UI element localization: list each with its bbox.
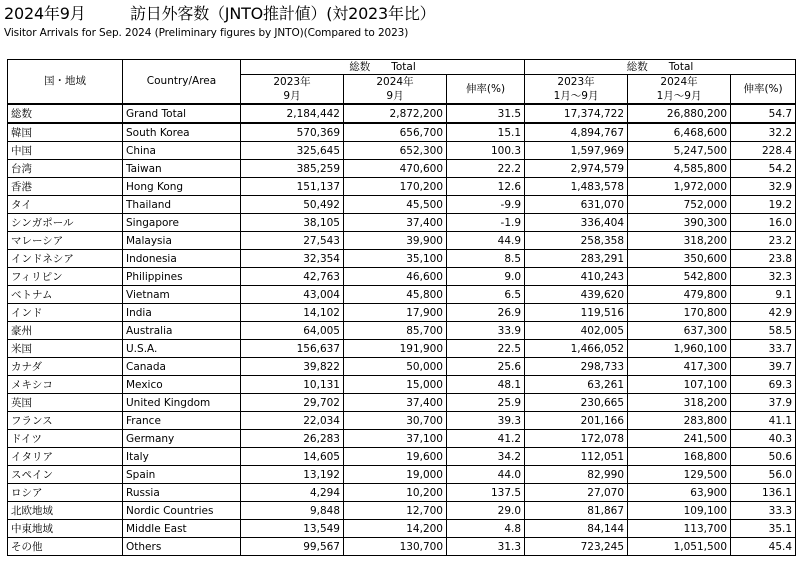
region-en-cell: Indonesia	[123, 250, 241, 268]
ytd-2023-cell: 112,051	[525, 448, 628, 466]
ytd-2023-cell: 2,974,579	[525, 160, 628, 178]
month-growth-cell: 31.5	[447, 104, 525, 123]
table-row	[8, 322, 796, 340]
month-2023-cell: 42,763	[241, 268, 344, 286]
month-growth-cell: 33.9	[447, 322, 525, 340]
ytd-growth-cell: 33.3	[731, 502, 796, 520]
ytd-2024-cell: 417,300	[628, 358, 731, 376]
header-ytd-total: 総数 Total	[525, 60, 796, 75]
month-growth-cell: 22.5	[447, 340, 525, 358]
ytd-growth-cell: 54.7	[731, 104, 796, 123]
month-2023-cell: 13,549	[241, 520, 344, 538]
month-2024-cell: 37,400	[344, 394, 447, 412]
title-date: 2024年9月	[4, 4, 86, 23]
ytd-2023-cell: 63,261	[525, 376, 628, 394]
month-2024-cell: 37,100	[344, 430, 447, 448]
ytd-2023-cell: 723,245	[525, 538, 628, 556]
month-2024-cell: 45,500	[344, 196, 447, 214]
region-en-cell: Grand Total	[123, 104, 241, 123]
region-en-cell: China	[123, 142, 241, 160]
ytd-2023-cell: 172,078	[525, 430, 628, 448]
title-main: 訪日外客数（JNTO推計値）(対2023年比）	[130, 4, 436, 23]
month-2023-cell: 151,137	[241, 178, 344, 196]
month-2024-cell: 19,600	[344, 448, 447, 466]
month-2024-cell: 470,600	[344, 160, 447, 178]
ytd-growth-cell: 9.1	[731, 286, 796, 304]
month-growth-cell: 137.5	[447, 484, 525, 502]
ytd-2023-cell: 283,291	[525, 250, 628, 268]
table-row	[8, 304, 796, 322]
month-2023-cell: 32,354	[241, 250, 344, 268]
ytd-2023-cell: 258,358	[525, 232, 628, 250]
month-2024-cell: 14,200	[344, 520, 447, 538]
month-2023-cell: 29,702	[241, 394, 344, 412]
ytd-2024-cell: 107,100	[628, 376, 731, 394]
month-growth-cell: 48.1	[447, 376, 525, 394]
month-2024-cell: 15,000	[344, 376, 447, 394]
month-2024-cell: 39,900	[344, 232, 447, 250]
month-growth-cell: 34.2	[447, 448, 525, 466]
month-2024-cell: 46,600	[344, 268, 447, 286]
region-en-cell: Germany	[123, 430, 241, 448]
ytd-2024-cell: 129,500	[628, 466, 731, 484]
region-jp-cell: 総数	[8, 104, 123, 123]
ytd-2023-cell: 402,005	[525, 322, 628, 340]
region-jp-cell: フィリピン	[8, 268, 123, 286]
ytd-2024-cell: 1,972,000	[628, 178, 731, 196]
month-2024-cell: 37,400	[344, 214, 447, 232]
ytd-growth-cell: 23.2	[731, 232, 796, 250]
table-row	[8, 448, 796, 466]
ytd-2024-cell: 241,500	[628, 430, 731, 448]
month-growth-cell: 4.8	[447, 520, 525, 538]
region-en-cell: United Kingdom	[123, 394, 241, 412]
ytd-growth-cell: 69.3	[731, 376, 796, 394]
ytd-2024-cell: 5,247,500	[628, 142, 731, 160]
ytd-2023-cell: 439,620	[525, 286, 628, 304]
ytd-2023-cell: 1,466,052	[525, 340, 628, 358]
ytd-growth-cell: 39.7	[731, 358, 796, 376]
region-jp-cell: インドネシア	[8, 250, 123, 268]
ytd-2024-cell: 168,800	[628, 448, 731, 466]
table-row	[8, 538, 796, 556]
month-2023-cell: 64,005	[241, 322, 344, 340]
header-month-growth: 伸率(%)	[447, 75, 525, 105]
ytd-2024-cell: 63,900	[628, 484, 731, 502]
ytd-2023-cell: 82,990	[525, 466, 628, 484]
header-region-en: Country/Area	[123, 60, 241, 105]
ytd-growth-cell: 41.1	[731, 412, 796, 430]
ytd-growth-cell: 19.2	[731, 196, 796, 214]
ytd-2024-cell: 637,300	[628, 322, 731, 340]
region-en-cell: Russia	[123, 484, 241, 502]
month-2023-cell: 50,492	[241, 196, 344, 214]
region-jp-cell: マレーシア	[8, 232, 123, 250]
table-row	[8, 484, 796, 502]
month-2023-cell: 43,004	[241, 286, 344, 304]
ytd-growth-cell: 42.9	[731, 304, 796, 322]
ytd-growth-cell: 16.0	[731, 214, 796, 232]
month-2024-cell: 191,900	[344, 340, 447, 358]
month-2023-cell: 10,131	[241, 376, 344, 394]
month-2024-cell: 19,000	[344, 466, 447, 484]
month-2024-cell: 12,700	[344, 502, 447, 520]
region-en-cell: Others	[123, 538, 241, 556]
region-jp-cell: 中国	[8, 142, 123, 160]
ytd-2023-cell: 201,166	[525, 412, 628, 430]
month-growth-cell: 25.6	[447, 358, 525, 376]
month-2024-cell: 50,000	[344, 358, 447, 376]
ytd-2023-cell: 81,867	[525, 502, 628, 520]
month-growth-cell: 31.3	[447, 538, 525, 556]
region-jp-cell: 韓国	[8, 123, 123, 142]
region-jp-cell: 台湾	[8, 160, 123, 178]
month-2024-cell: 45,800	[344, 286, 447, 304]
month-growth-cell: 41.2	[447, 430, 525, 448]
table-row	[8, 430, 796, 448]
region-jp-cell: フランス	[8, 412, 123, 430]
month-growth-cell: 29.0	[447, 502, 525, 520]
region-en-cell: France	[123, 412, 241, 430]
region-en-cell: India	[123, 304, 241, 322]
month-2024-cell: 35,100	[344, 250, 447, 268]
header-ytd-2023-year: 2023年	[525, 75, 628, 90]
ytd-2024-cell: 542,800	[628, 268, 731, 286]
table-row	[8, 178, 796, 196]
ytd-growth-cell: 58.5	[731, 322, 796, 340]
header-month-total: 総数 Total	[241, 60, 525, 75]
month-2024-cell: 17,900	[344, 304, 447, 322]
ytd-2024-cell: 283,800	[628, 412, 731, 430]
region-en-cell: Nordic Countries	[123, 502, 241, 520]
month-growth-cell: 100.3	[447, 142, 525, 160]
month-growth-cell: 8.5	[447, 250, 525, 268]
region-en-cell: Thailand	[123, 196, 241, 214]
table-row	[8, 394, 796, 412]
month-growth-cell: 9.0	[447, 268, 525, 286]
table-row	[8, 520, 796, 538]
table-row	[8, 160, 796, 178]
region-jp-cell: ベトナム	[8, 286, 123, 304]
ytd-2024-cell: 1,960,100	[628, 340, 731, 358]
ytd-growth-cell: 56.0	[731, 466, 796, 484]
month-2023-cell: 4,294	[241, 484, 344, 502]
ytd-growth-cell: 35.1	[731, 520, 796, 538]
month-2023-cell: 26,283	[241, 430, 344, 448]
month-2023-cell: 14,102	[241, 304, 344, 322]
region-en-cell: Mexico	[123, 376, 241, 394]
table-body	[8, 104, 796, 556]
region-jp-cell: シンガポール	[8, 214, 123, 232]
month-2024-cell: 85,700	[344, 322, 447, 340]
ytd-2024-cell: 170,800	[628, 304, 731, 322]
table-row	[8, 250, 796, 268]
ytd-2023-cell: 119,516	[525, 304, 628, 322]
header-ytd-2024-year: 2024年	[628, 75, 731, 90]
ytd-growth-cell: 45.4	[731, 538, 796, 556]
ytd-2023-cell: 631,070	[525, 196, 628, 214]
month-growth-cell: 44.0	[447, 466, 525, 484]
month-2023-cell: 570,369	[241, 123, 344, 142]
region-en-cell: Italy	[123, 448, 241, 466]
month-growth-cell: 12.6	[447, 178, 525, 196]
table-row	[8, 196, 796, 214]
month-2023-cell: 13,192	[241, 466, 344, 484]
region-en-cell: Malaysia	[123, 232, 241, 250]
ytd-2024-cell: 113,700	[628, 520, 731, 538]
ytd-2023-cell: 410,243	[525, 268, 628, 286]
table-row	[8, 123, 796, 142]
table-row	[8, 466, 796, 484]
month-2023-cell: 38,105	[241, 214, 344, 232]
ytd-2023-cell: 4,894,767	[525, 123, 628, 142]
page-subtitle: Visitor Arrivals for Sep. 2024 (Preliminary figures by JNTO)(Compared to 2023)	[4, 27, 409, 39]
region-en-cell: Middle East	[123, 520, 241, 538]
region-jp-cell: イタリア	[8, 448, 123, 466]
header-month-2023-year: 2023年	[241, 75, 344, 90]
ytd-2024-cell: 1,051,500	[628, 538, 731, 556]
header-ytd-2024-period: 1月～9月	[628, 89, 731, 104]
month-growth-cell: 26.9	[447, 304, 525, 322]
ytd-2024-cell: 4,585,800	[628, 160, 731, 178]
ytd-growth-cell: 32.2	[731, 123, 796, 142]
region-en-cell: Spain	[123, 466, 241, 484]
ytd-2023-cell: 17,374,722	[525, 104, 628, 123]
month-growth-cell: 39.3	[447, 412, 525, 430]
header-month-2024-year: 2024年	[344, 75, 447, 90]
region-en-cell: Hong Kong	[123, 178, 241, 196]
month-growth-cell: 15.1	[447, 123, 525, 142]
ytd-growth-cell: 33.7	[731, 340, 796, 358]
table-row	[8, 232, 796, 250]
table-row	[8, 142, 796, 160]
region-jp-cell: カナダ	[8, 358, 123, 376]
month-2023-cell: 325,645	[241, 142, 344, 160]
month-growth-cell: 25.9	[447, 394, 525, 412]
table-row	[8, 502, 796, 520]
header-ytd-growth: 伸率(%)	[731, 75, 796, 105]
month-2023-cell: 156,637	[241, 340, 344, 358]
month-2023-cell: 27,543	[241, 232, 344, 250]
table-row	[8, 340, 796, 358]
month-2023-cell: 9,848	[241, 502, 344, 520]
region-jp-cell: メキシコ	[8, 376, 123, 394]
ytd-2024-cell: 390,300	[628, 214, 731, 232]
ytd-2024-cell: 109,100	[628, 502, 731, 520]
month-2024-cell: 10,200	[344, 484, 447, 502]
region-en-cell: Australia	[123, 322, 241, 340]
month-2024-cell: 130,700	[344, 538, 447, 556]
month-growth-cell: 22.2	[447, 160, 525, 178]
region-en-cell: Singapore	[123, 214, 241, 232]
month-2023-cell: 14,605	[241, 448, 344, 466]
month-2024-cell: 652,300	[344, 142, 447, 160]
region-jp-cell: 豪州	[8, 322, 123, 340]
month-growth-cell: -9.9	[447, 196, 525, 214]
region-jp-cell: 北欧地域	[8, 502, 123, 520]
header-month-2024-period: 9月	[344, 89, 447, 104]
ytd-2023-cell: 1,483,578	[525, 178, 628, 196]
month-2024-cell: 656,700	[344, 123, 447, 142]
month-2023-cell: 2,184,442	[241, 104, 344, 123]
ytd-2023-cell: 27,070	[525, 484, 628, 502]
region-en-cell: Canada	[123, 358, 241, 376]
ytd-growth-cell: 50.6	[731, 448, 796, 466]
ytd-2023-cell: 298,733	[525, 358, 628, 376]
month-growth-cell: -1.9	[447, 214, 525, 232]
ytd-2024-cell: 26,880,200	[628, 104, 731, 123]
ytd-2024-cell: 318,200	[628, 394, 731, 412]
ytd-2024-cell: 6,468,600	[628, 123, 731, 142]
ytd-growth-cell: 40.3	[731, 430, 796, 448]
ytd-2024-cell: 350,600	[628, 250, 731, 268]
month-2023-cell: 99,567	[241, 538, 344, 556]
month-2023-cell: 385,259	[241, 160, 344, 178]
ytd-2023-cell: 230,665	[525, 394, 628, 412]
region-jp-cell: スペイン	[8, 466, 123, 484]
month-growth-cell: 6.5	[447, 286, 525, 304]
ytd-growth-cell: 37.9	[731, 394, 796, 412]
page-title	[4, 4, 435, 24]
table-row	[8, 376, 796, 394]
region-jp-cell: 中東地域	[8, 520, 123, 538]
visitor-arrivals-table	[7, 59, 796, 556]
ytd-growth-cell: 54.2	[731, 160, 796, 178]
month-2023-cell: 22,034	[241, 412, 344, 430]
header-month-2023-period: 9月	[241, 89, 344, 104]
region-jp-cell: ドイツ	[8, 430, 123, 448]
ytd-2024-cell: 318,200	[628, 232, 731, 250]
ytd-2023-cell: 84,144	[525, 520, 628, 538]
region-jp-cell: インド	[8, 304, 123, 322]
ytd-growth-cell: 136.1	[731, 484, 796, 502]
region-jp-cell: ロシア	[8, 484, 123, 502]
header-ytd-2023-period: 1月～9月	[525, 89, 628, 104]
table-row	[8, 286, 796, 304]
ytd-2023-cell: 1,597,969	[525, 142, 628, 160]
month-growth-cell: 44.9	[447, 232, 525, 250]
region-jp-cell: 香港	[8, 178, 123, 196]
region-en-cell: South Korea	[123, 123, 241, 142]
table-row	[8, 268, 796, 286]
region-jp-cell: 米国	[8, 340, 123, 358]
ytd-growth-cell: 32.3	[731, 268, 796, 286]
table-row	[8, 412, 796, 430]
table-row	[8, 214, 796, 232]
region-jp-cell: 英国	[8, 394, 123, 412]
table-row-grand-total	[8, 104, 796, 123]
region-en-cell: Vietnam	[123, 286, 241, 304]
region-en-cell: Taiwan	[123, 160, 241, 178]
ytd-2023-cell: 336,404	[525, 214, 628, 232]
month-2024-cell: 170,200	[344, 178, 447, 196]
ytd-2024-cell: 479,800	[628, 286, 731, 304]
region-jp-cell: その他	[8, 538, 123, 556]
ytd-growth-cell: 32.9	[731, 178, 796, 196]
region-en-cell: Philippines	[123, 268, 241, 286]
ytd-growth-cell: 228.4	[731, 142, 796, 160]
month-2024-cell: 2,872,200	[344, 104, 447, 123]
table-header	[8, 60, 796, 105]
header-region-jp: 国・地域	[8, 60, 123, 105]
region-jp-cell: タイ	[8, 196, 123, 214]
table-row	[8, 358, 796, 376]
region-en-cell: U.S.A.	[123, 340, 241, 358]
ytd-growth-cell: 23.8	[731, 250, 796, 268]
month-2023-cell: 39,822	[241, 358, 344, 376]
ytd-2024-cell: 752,000	[628, 196, 731, 214]
month-2024-cell: 30,700	[344, 412, 447, 430]
